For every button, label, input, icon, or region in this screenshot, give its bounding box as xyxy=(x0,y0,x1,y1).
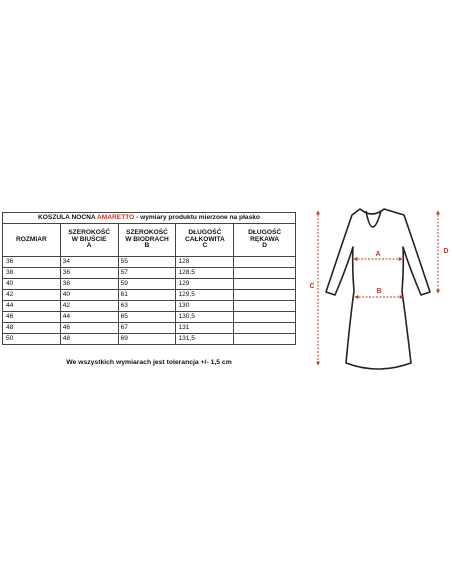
table-cell: 131,5 xyxy=(176,334,234,345)
table-cell: 50 xyxy=(3,334,61,345)
table-cell: 59 xyxy=(118,279,176,290)
column-header-line: C xyxy=(202,242,208,250)
column-header-0 xyxy=(3,224,61,257)
table-row xyxy=(3,257,296,268)
brand-name: AMARETTO xyxy=(97,213,135,221)
column-header-line: D xyxy=(262,242,268,250)
table-header-row xyxy=(3,224,296,257)
table-cell: 36 xyxy=(60,268,118,279)
column-header-line: SZEROKOŚĆ xyxy=(68,228,111,236)
tolerance-note: We wszystkich wymiarach jest tolerancja +/- 1,5 cm xyxy=(66,359,232,366)
table-cell: 42 xyxy=(60,301,118,312)
table-cell: 65 xyxy=(118,312,176,323)
table-cell: 57 xyxy=(118,268,176,279)
table-cell: 131 xyxy=(176,323,234,334)
table-cell: 46 xyxy=(60,323,118,334)
table-cell xyxy=(234,268,296,279)
table-cell: 128 xyxy=(176,257,234,268)
column-header-line: CAŁKOWITA xyxy=(184,235,225,243)
table-cell xyxy=(234,334,296,345)
table-cell xyxy=(234,290,296,301)
table-cell xyxy=(234,279,296,290)
table-title xyxy=(3,213,296,224)
table-cell: 38 xyxy=(3,268,61,279)
table-row xyxy=(3,290,296,301)
garment-diagram xyxy=(300,195,452,385)
table-cell xyxy=(234,301,296,312)
label-c: C xyxy=(309,283,315,290)
label-b: B xyxy=(376,288,382,295)
table-cell: 36 xyxy=(3,257,61,268)
table-cell: 40 xyxy=(3,279,61,290)
table-body xyxy=(3,257,296,345)
table-cell xyxy=(234,323,296,334)
table-cell: 46 xyxy=(3,312,61,323)
table-row xyxy=(3,334,296,345)
column-header-line: DŁUGOŚĆ xyxy=(188,228,222,236)
column-header-line: W BIODRACH xyxy=(125,235,169,243)
table-cell: 34 xyxy=(60,257,118,268)
title-prefix: KOSZULA NOCNA xyxy=(38,213,98,221)
table-cell: 129 xyxy=(176,279,234,290)
label-d: D xyxy=(443,248,449,255)
column-header-3 xyxy=(176,224,234,257)
table-cell: 40 xyxy=(60,290,118,301)
title-suffix: - wymiary produktu mierzone na płasko xyxy=(134,213,260,221)
table-row xyxy=(3,268,296,279)
table-cell xyxy=(234,257,296,268)
table-cell xyxy=(234,312,296,323)
column-header-line: A xyxy=(86,242,92,250)
label-a: A xyxy=(375,251,381,258)
column-header-line: B xyxy=(144,242,150,250)
column-header-line: W BIUŚCIE xyxy=(71,235,107,243)
column-header-2 xyxy=(118,224,176,257)
table-cell: 67 xyxy=(118,323,176,334)
size-table xyxy=(2,212,296,345)
column-header-line: DŁUGOŚĆ xyxy=(248,228,282,236)
column-header-line: ROZMIAR xyxy=(15,235,47,243)
table-cell: 130,5 xyxy=(176,312,234,323)
table-cell: 42 xyxy=(3,290,61,301)
table-row xyxy=(3,301,296,312)
column-header-line: SZEROKOŚĆ xyxy=(126,228,168,236)
table-title-row xyxy=(3,213,296,224)
table-cell: 63 xyxy=(118,301,176,312)
table-cell: 48 xyxy=(60,334,118,345)
table-cell: 128,5 xyxy=(176,268,234,279)
column-header-1 xyxy=(60,224,118,257)
table-cell: 48 xyxy=(3,323,61,334)
table-cell: 129,5 xyxy=(176,290,234,301)
table-row xyxy=(3,279,296,290)
table-cell: 61 xyxy=(118,290,176,301)
table-cell: 44 xyxy=(3,301,61,312)
column-header-line: RĘKAWA xyxy=(250,235,280,243)
table-cell: 55 xyxy=(118,257,176,268)
table-cell: 44 xyxy=(60,312,118,323)
table-row xyxy=(3,323,296,334)
column-header-4 xyxy=(234,224,296,257)
table-cell: 130 xyxy=(176,301,234,312)
table-cell: 38 xyxy=(60,279,118,290)
table-cell: 69 xyxy=(118,334,176,345)
table-row xyxy=(3,312,296,323)
